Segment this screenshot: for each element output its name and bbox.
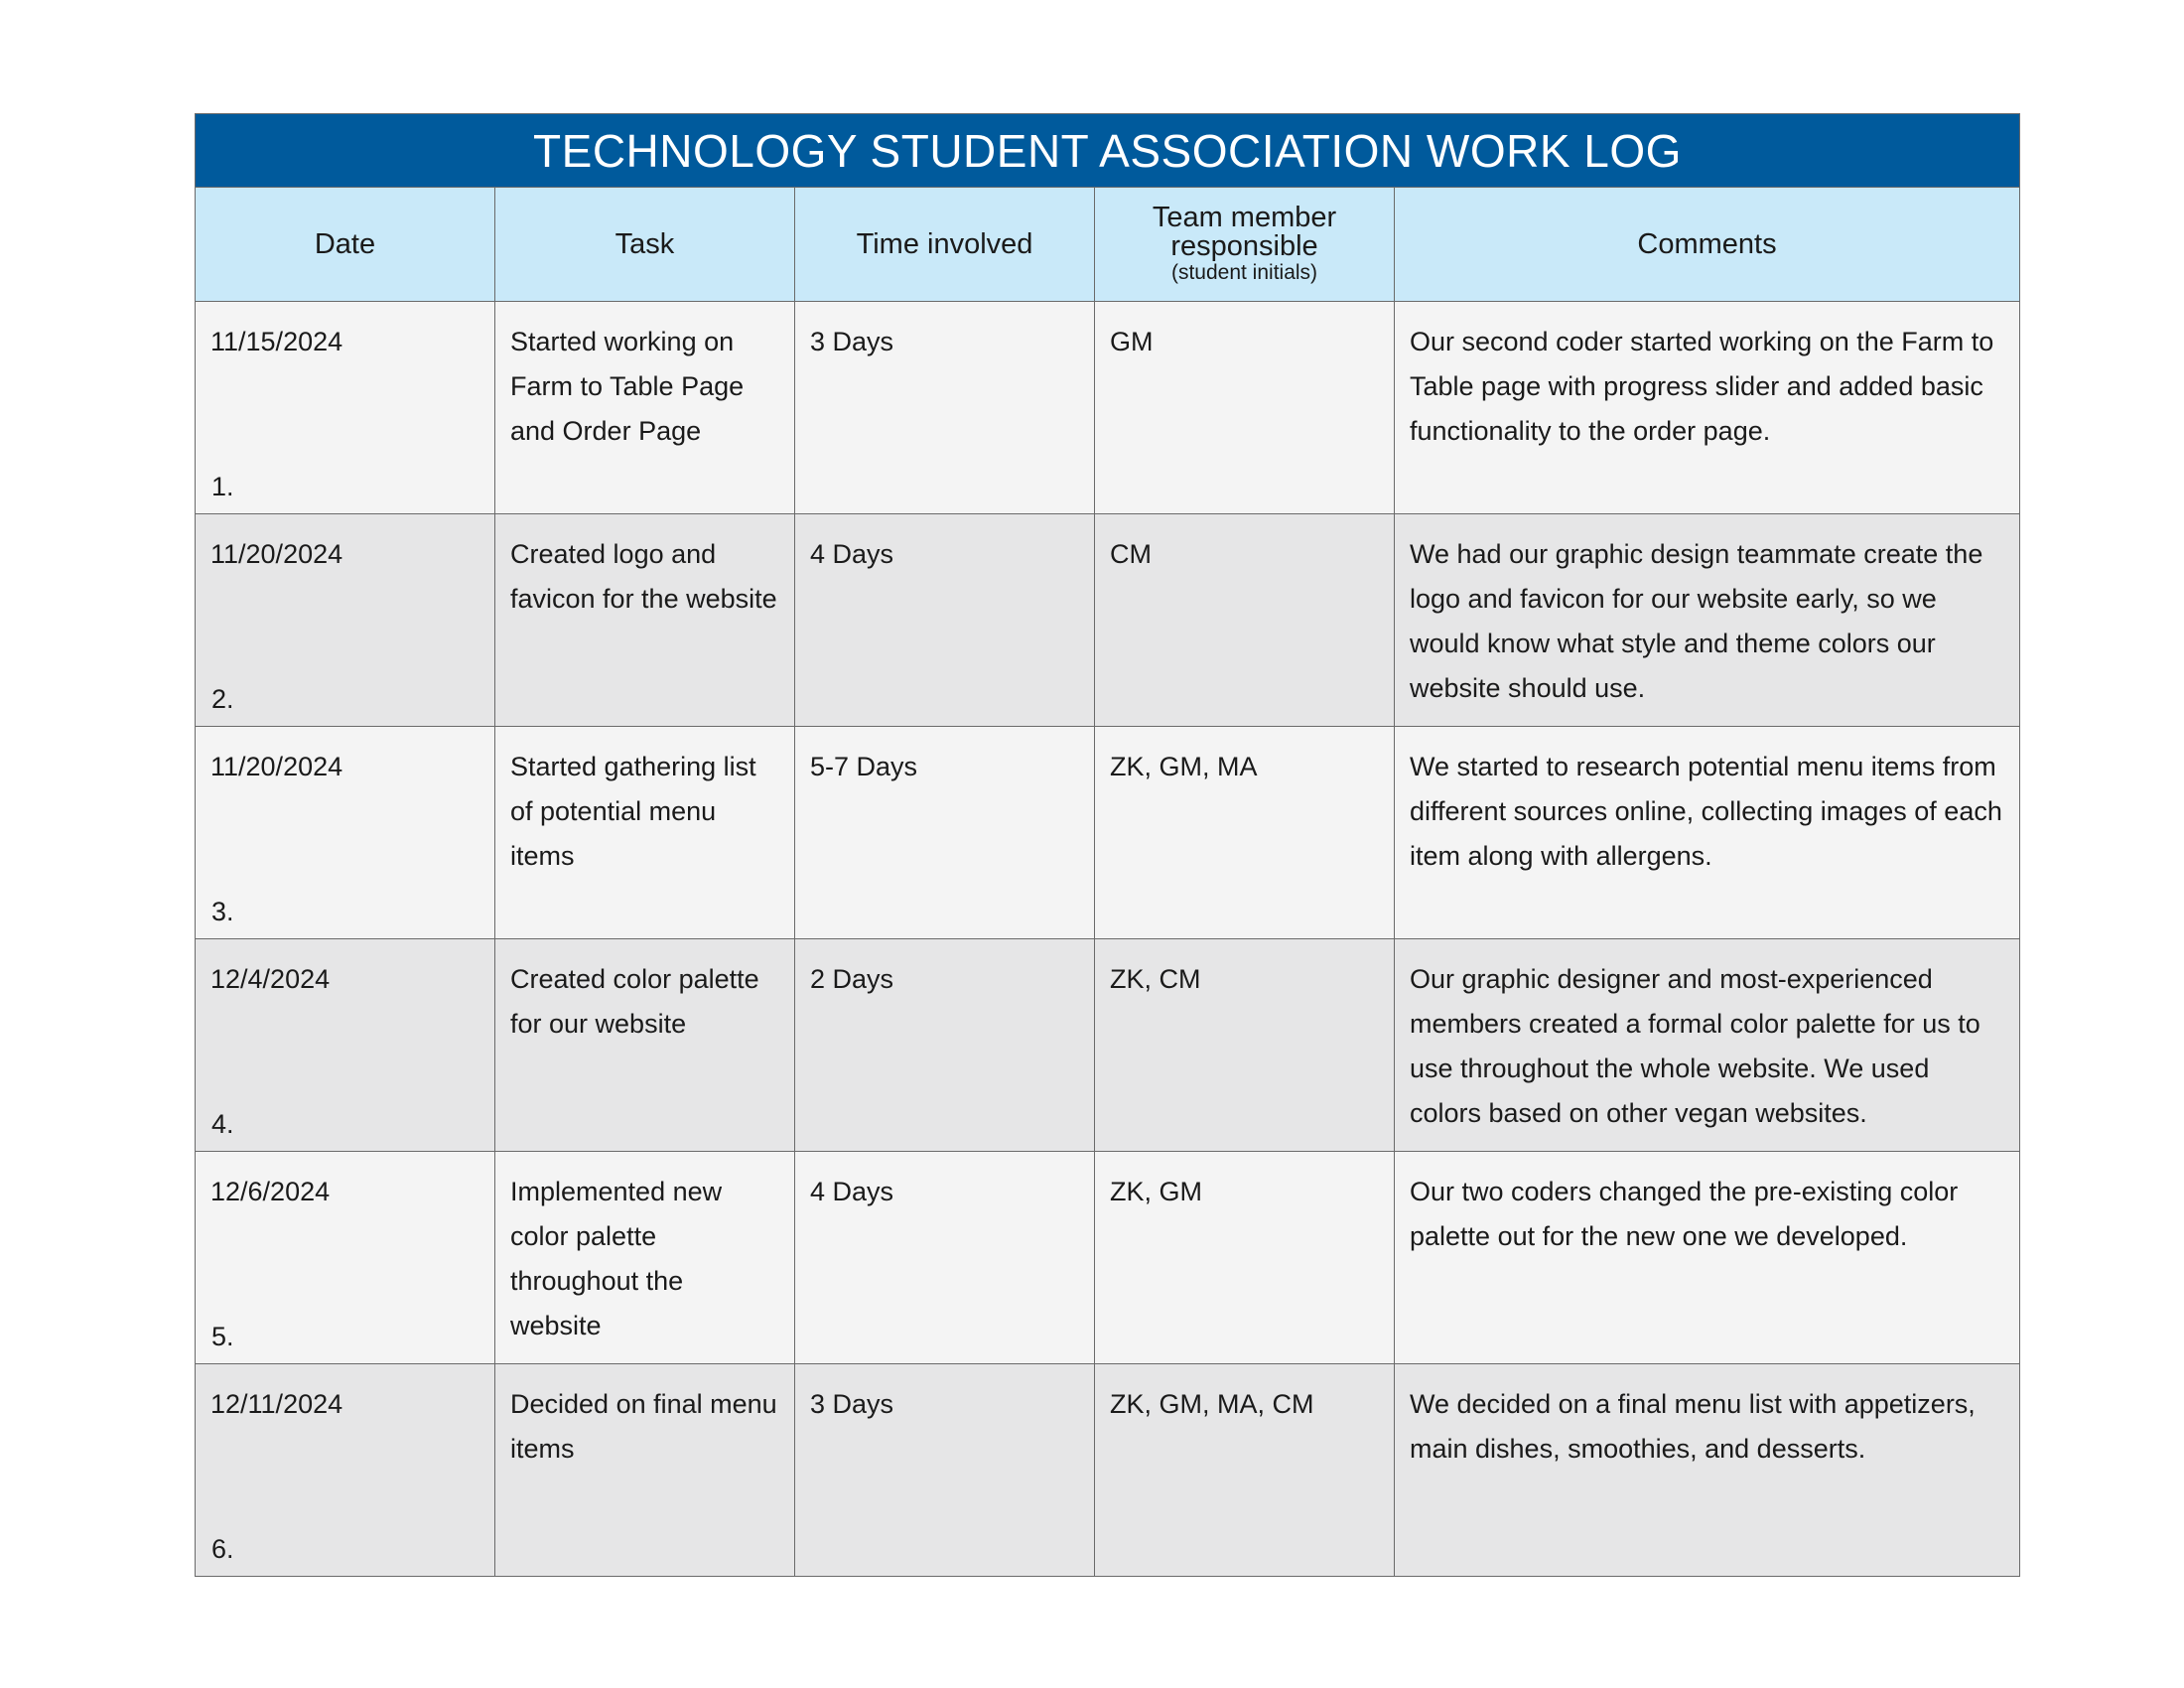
time-cell: 3 Days (795, 302, 1095, 514)
comments-cell: Our graphic designer and most-experienced members created a formal color palette for us to use throughout the whole website. We used colors based on other vegan websites. (1395, 939, 2020, 1152)
header-team-member (1095, 188, 1395, 302)
date-cell (196, 514, 495, 727)
entry-date: 11/20/2024 (210, 539, 343, 569)
time-cell: 5-7 Days (795, 727, 1095, 939)
table-row (196, 302, 2020, 514)
header-task: Task (495, 188, 795, 302)
entry-date: 11/20/2024 (210, 752, 343, 781)
task-cell: Decided on final menu items (495, 1364, 795, 1577)
task-cell: Implemented new color palette throughout the website (495, 1152, 795, 1364)
table-row (196, 939, 2020, 1152)
entry-number: 5. (211, 1322, 234, 1351)
member-cell: ZK, GM (1095, 1152, 1395, 1364)
date-cell (196, 939, 495, 1152)
member-cell: ZK, GM, MA (1095, 727, 1395, 939)
entry-date: 12/11/2024 (210, 1389, 343, 1419)
entry-date: 12/6/2024 (210, 1177, 331, 1206)
member-cell: GM (1095, 302, 1395, 514)
time-cell: 3 Days (795, 1364, 1095, 1577)
work-log-table (195, 113, 2020, 1577)
member-cell: CM (1095, 514, 1395, 727)
entry-number: 4. (211, 1109, 234, 1139)
entry-number: 1. (211, 472, 234, 501)
header-comments: Comments (1395, 188, 2020, 302)
date-cell (196, 302, 495, 514)
time-cell: 4 Days (795, 514, 1095, 727)
time-cell: 2 Days (795, 939, 1095, 1152)
entry-date: 11/15/2024 (210, 327, 343, 356)
entry-number: 6. (211, 1534, 234, 1564)
task-cell: Started working on Farm to Table Page and Order Page (495, 302, 795, 514)
comments-cell: We had our graphic design teammate create the logo and favicon for our website early, so we would know what style and theme colors our website should use. (1395, 514, 2020, 727)
task-cell: Created color palette for our website (495, 939, 795, 1152)
table-title: TECHNOLOGY STUDENT ASSOCIATION WORK LOG (196, 114, 2020, 188)
title-row (196, 114, 2020, 188)
entry-number: 2. (211, 684, 234, 714)
table-row (196, 1152, 2020, 1364)
task-cell: Created logo and favicon for the website (495, 514, 795, 727)
comments-cell: We started to research potential menu items from different sources online, collecting images of each item along with allergens. (1395, 727, 2020, 939)
header-team-member-label: Team member responsible (1152, 202, 1337, 262)
date-cell (196, 1152, 495, 1364)
column-header-row (196, 188, 2020, 302)
header-team-member-note: (student initials) (1170, 261, 1318, 284)
date-cell (196, 1364, 495, 1577)
member-cell: ZK, CM (1095, 939, 1395, 1152)
table-row (196, 514, 2020, 727)
table-row (196, 1364, 2020, 1577)
task-cell: Started gathering list of potential menu items (495, 727, 795, 939)
comments-cell: Our two coders changed the pre-existing color palette out for the new one we developed. (1395, 1152, 2020, 1364)
header-time-involved: Time involved (795, 188, 1095, 302)
table-row (196, 727, 2020, 939)
comments-cell: We decided on a final menu list with appetizers, main dishes, smoothies, and desserts. (1395, 1364, 2020, 1577)
header-date: Date (196, 188, 495, 302)
entry-date: 12/4/2024 (210, 964, 331, 994)
entry-number: 3. (211, 897, 234, 926)
time-cell: 4 Days (795, 1152, 1095, 1364)
comments-cell: Our second coder started working on the Farm to Table page with progress slider and added basic functionality to the order page. (1395, 302, 2020, 514)
date-cell (196, 727, 495, 939)
member-cell: ZK, GM, MA, CM (1095, 1364, 1395, 1577)
